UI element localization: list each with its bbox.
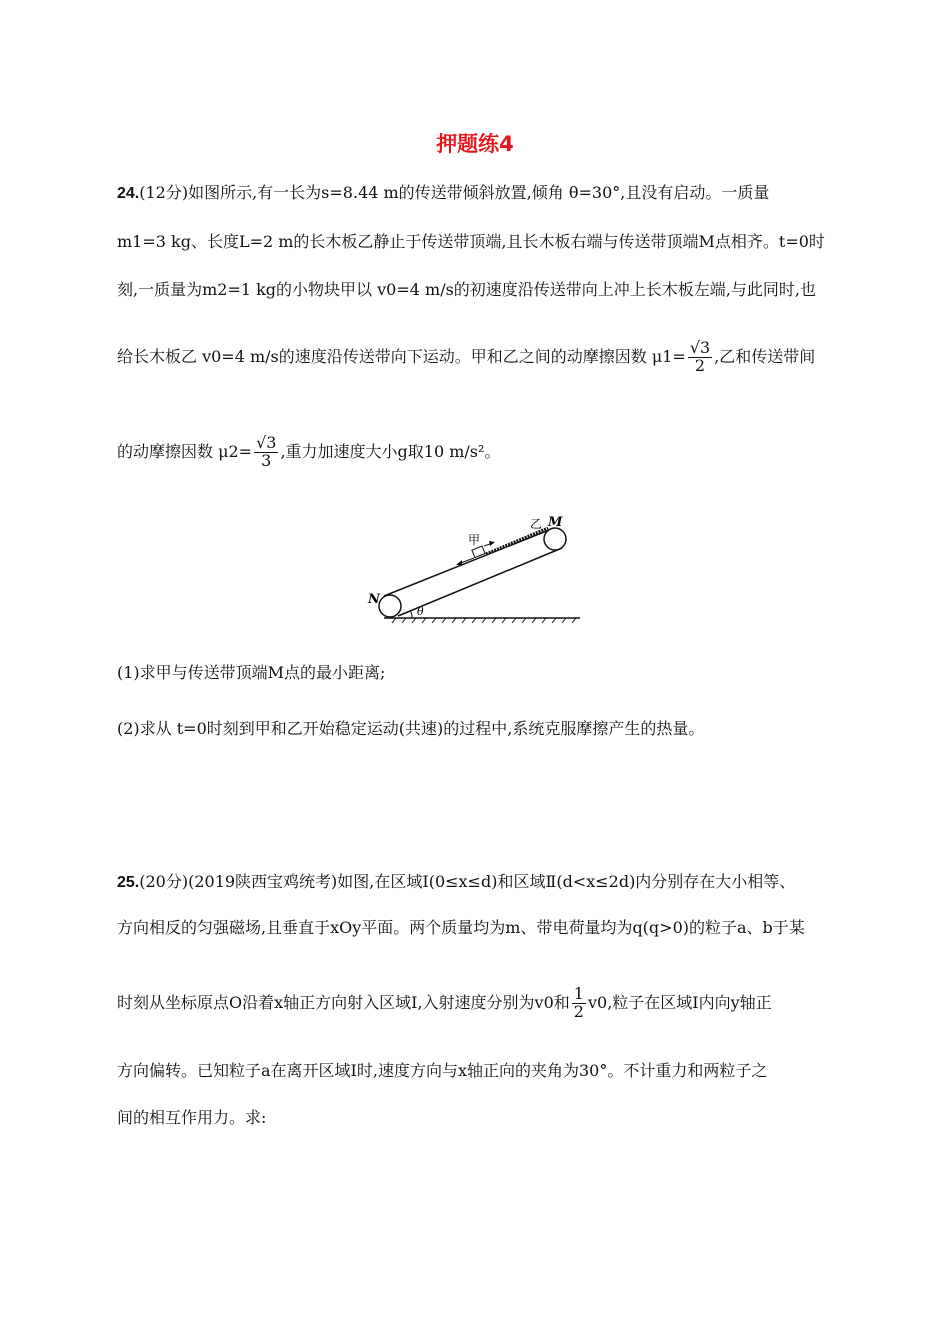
half-denominator: 2 [573, 1001, 584, 1021]
q25-text-3b: v0,粒子在区域Ⅰ内向y轴正 [587, 992, 772, 1012]
conveyor-belt-diagram [362, 508, 592, 628]
mu2-fraction [254, 435, 278, 470]
q24-text-4a: 给长木板乙 v0=4 m/s的速度沿传送带向下运动。甲和乙之间的动摩擦因数 μ1= [117, 346, 686, 366]
arrow-down-head [456, 560, 462, 565]
mu1-fraction [688, 340, 712, 375]
q25-number: 25. [117, 874, 140, 891]
label-jia: 甲 [468, 533, 481, 547]
q25-text-3a: 时刻从坐标原点O沿着x轴正方向射入区域Ⅰ,入射速度分别为v0和 [117, 992, 570, 1012]
q24-line-1 [117, 180, 769, 203]
q24-sub2: (2)求从 t=0时刻到甲和乙开始稳定运动(共速)的过程中,系统克服摩擦产生的热量。 [117, 719, 705, 738]
mu1-denominator: 2 [694, 355, 706, 375]
mu2-numerator: √3 [256, 433, 277, 452]
q24-text-1: (12分)如图所示,有一长为s=8.44 m的传送带倾斜放置,倾角 θ=30°,且没有启动。一质量 [139, 183, 770, 202]
q25-line-5: 间的相互作用力。求: [117, 1108, 267, 1127]
pulley-m [544, 528, 566, 550]
page-title: 押题练4 [436, 132, 514, 156]
q25-line-1 [117, 869, 795, 892]
label-m: M [548, 515, 563, 530]
label-yi: 乙 [530, 517, 543, 531]
arrow-up-head [489, 541, 495, 546]
q25-text-1: (20分)(2019陕西宝鸡统考)如图,在区域Ⅰ(0≤x≤d)和区域Ⅱ(d<x≤2d)内分别存在大小相等、 [139, 872, 796, 891]
angle-arc [410, 610, 412, 618]
q24-line-5 [117, 435, 500, 470]
q24-text-5b: ,重力加速度大小g取10 m/s²。 [280, 441, 501, 461]
q24-text-4b: ,乙和传送带间 [714, 346, 816, 366]
conveyor-belt-figure [362, 508, 592, 632]
pulley-n [379, 595, 401, 617]
q24-sub1: (1)求甲与传送带顶端M点的最小距离; [117, 663, 386, 682]
q24-line-2: m1=3 kg、长度L=2 m的长木板乙静止于传送带顶端,且长木板右端与传送带顶端M点相齐。t=0时 [117, 232, 825, 251]
q24-number: 24. [117, 185, 140, 202]
q24-line-4 [117, 340, 815, 375]
board-yi [486, 528, 548, 554]
label-n: N [368, 592, 380, 607]
q25-line-2: 方向相反的匀强磁场,且垂直于xOy平面。两个质量均为m、带电荷量均为q(q>0)的粒子a、b于某 [117, 918, 805, 937]
q25-line-3 [117, 986, 772, 1021]
half-numerator: 1 [573, 984, 584, 1003]
mu2-denominator: 3 [261, 450, 272, 470]
q25-line-4: 方向偏转。已知粒子a在离开区域Ⅰ时,速度方向与x轴正向的夹角为30°。不计重力和两粒子之 [117, 1061, 768, 1080]
half-fraction [572, 986, 586, 1021]
q24-text-5a: 的动摩擦因数 μ2= [117, 441, 253, 461]
q24-line-3: 刻,一质量为m2=1 kg的小物块甲以 v0=4 m/s的初速度沿传送带向上冲上长木板左端,与此同时,也 [117, 280, 816, 299]
mu1-numerator: √3 [689, 338, 711, 357]
label-theta: θ [417, 605, 424, 618]
